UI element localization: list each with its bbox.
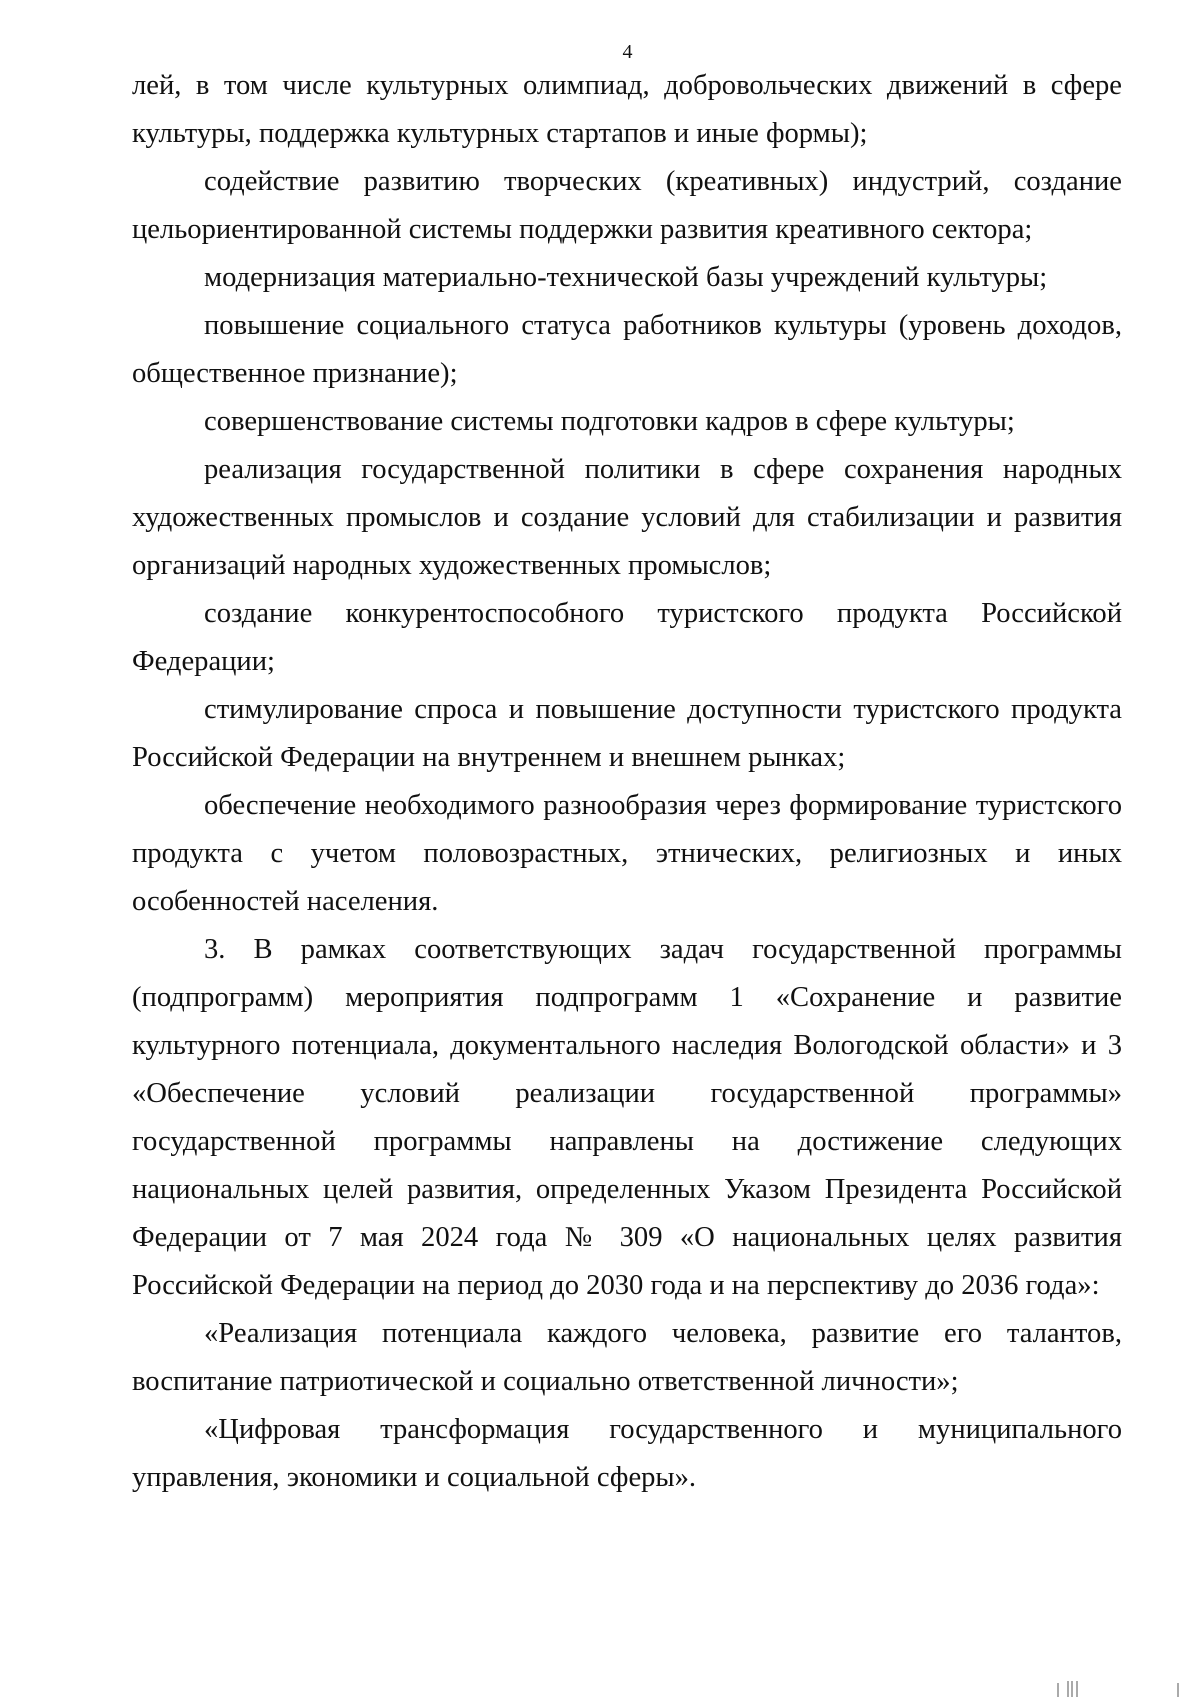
scan-edge-marks (0, 1677, 1200, 1697)
page-number: 4 (622, 41, 633, 63)
paragraph-folk-crafts: реализация государственной политики в сфере сохранения народных художественных промыслов и создание условий для стабилизации и развития организаций народных художественных промыслов; (132, 454, 1122, 581)
paragraph-tourist-product: создание конкурентоспособного туристского продукта Российской Федерации; (132, 598, 1122, 677)
paragraph-creative-industries: содействие развитию творческих (креативных) индустрий, создание цельориентированной системы поддержки развития креативного сектора; (132, 166, 1122, 245)
document-body (132, 62, 1122, 1502)
paragraph-goal-talents: «Реализация потенциала каждого человека, развитие его талантов, воспитание патриотической и социально ответственной личности»; (132, 1318, 1122, 1397)
paragraph-diversity: обеспечение необходимого разнообразия через формирование туристского продукта с учетом половозрастных, этнических, религиозных и иных особенностей населения. (132, 790, 1122, 917)
paragraph-goal-digital: «Цифровая трансформация государственного и муниципального управления, экономики и социальной сферы». (132, 1414, 1122, 1493)
paragraph-social-status: повышение социального статуса работников культуры (уровень доходов, общественное признание); (132, 310, 1122, 389)
paragraph-personnel-training: совершенствование системы подготовки кадров в сфере культуры; (204, 406, 1015, 437)
paragraph-section-3: 3. В рамках соответствующих задач государственной программы (подпрограмм) мероприятия подпрограмм 1 «Сохранение и развитие культурного потенциала, документального наследия Вологодской области» и 3 «Обеспечение условий реализации государственной программы» государственной программы направлены на достижение следующих национальных целей развития, определенных Указом Президента Российской Федерации от 7 мая 2024 года № 309 «О национальных целях развития Российской Федерации на период до 2030 года и на перспективу до 2036 года»: (132, 934, 1122, 1301)
paragraph-continuation: лей, в том числе культурных олимпиад, добровольческих движений в сфере культуры, поддержка культурных стартапов и иные формы); (132, 70, 1122, 149)
paragraph-modernization: модернизация материально-технической базы учреждений культуры; (204, 262, 1048, 293)
paragraph-demand-stimulation: стимулирование спроса и повышение доступности туристского продукта Российской Федерации на внутреннем и внешнем рынках; (132, 694, 1122, 773)
